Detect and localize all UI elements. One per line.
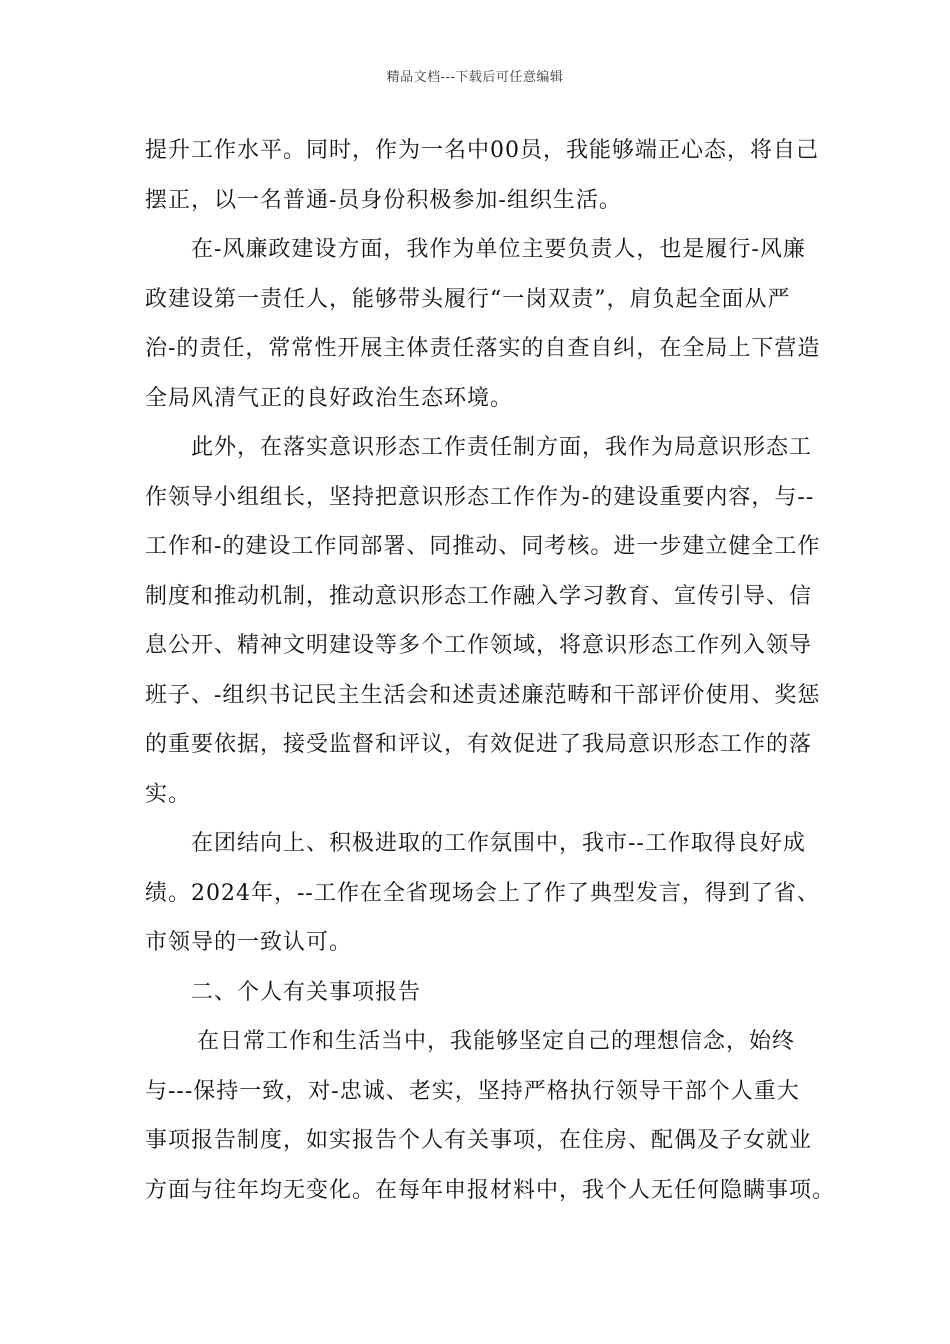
text-line: 治-的责任，常常性开展主体责任落实的自查自纠，在全局上下营造	[145, 336, 821, 361]
text-line: 绩。2024年，--工作在全省现场会上了作了典型发言，得到了省、	[145, 880, 820, 906]
text-line: 的重要依据，接受监督和评议，有效促进了我局意识形态工作的落	[145, 732, 813, 757]
text-line: 摆正，以一名普通-员身份积极参加-组织生活。	[145, 187, 622, 213]
text-line: 制度和推动机制，推动意识形态工作融入学习教育、宣传引导、信	[145, 583, 813, 609]
paragraph-start-line: 在-风廉政建设方面，我作为单位主要负责人，也是履行-风廉	[191, 237, 806, 262]
section-heading: 二、个人有关事项报告	[191, 979, 422, 1005]
text-line: 息公开、精神文明建设等多个工作领域，将意识形态工作列入领导	[145, 633, 813, 658]
text-line: 事项报告制度，如实报告个人有关事项，在住房、配偶及子女就业	[145, 1128, 813, 1153]
text-line: 工作和-的建设工作同部署、同推动、同考核。进一步建立健全工作	[145, 534, 821, 559]
text-line: 作领导小组组长，坚持把意识形态工作作为-的建设重要内容，与--	[145, 484, 815, 510]
text-line: 市领导的一致认可。	[145, 930, 353, 955]
text-line: 与---保持一致，对-忠诚、老实，坚持严格执行领导干部个人重大	[145, 1078, 800, 1104]
paragraph-start-line: 在日常工作和生活当中，我能够坚定自己的理想信念，始终	[197, 1029, 796, 1054]
document-body	[145, 126, 835, 1215]
text-line: 实。	[145, 781, 192, 807]
text-line: 提升工作水平。同时，作为一名中00员，我能够端正心态，将自己	[145, 138, 819, 163]
page-header: 精品文档---下载后可任意编辑	[386, 70, 564, 85]
text-line: 方面与往年均无变化。在每年申报材料中，我个人无任何隐瞒事项。	[145, 1177, 836, 1203]
text-line: 班子、-组织书记民主生活会和述责述廉范畴和干部评价使用、奖惩	[145, 682, 821, 708]
text-line: 政建设第一责任人，能够带头履行“一岗双责”，肩负起全面从严	[145, 286, 791, 312]
text-line: 全局风清气正的良好政治生态环境。	[145, 385, 514, 411]
paragraph-start-line: 此外，在落实意识形态工作责任制方面，我作为局意识形态工	[191, 435, 813, 460]
paragraph-start-line: 在团结向上、积极进取的工作氛围中，我市--工作取得良好成	[191, 831, 806, 856]
